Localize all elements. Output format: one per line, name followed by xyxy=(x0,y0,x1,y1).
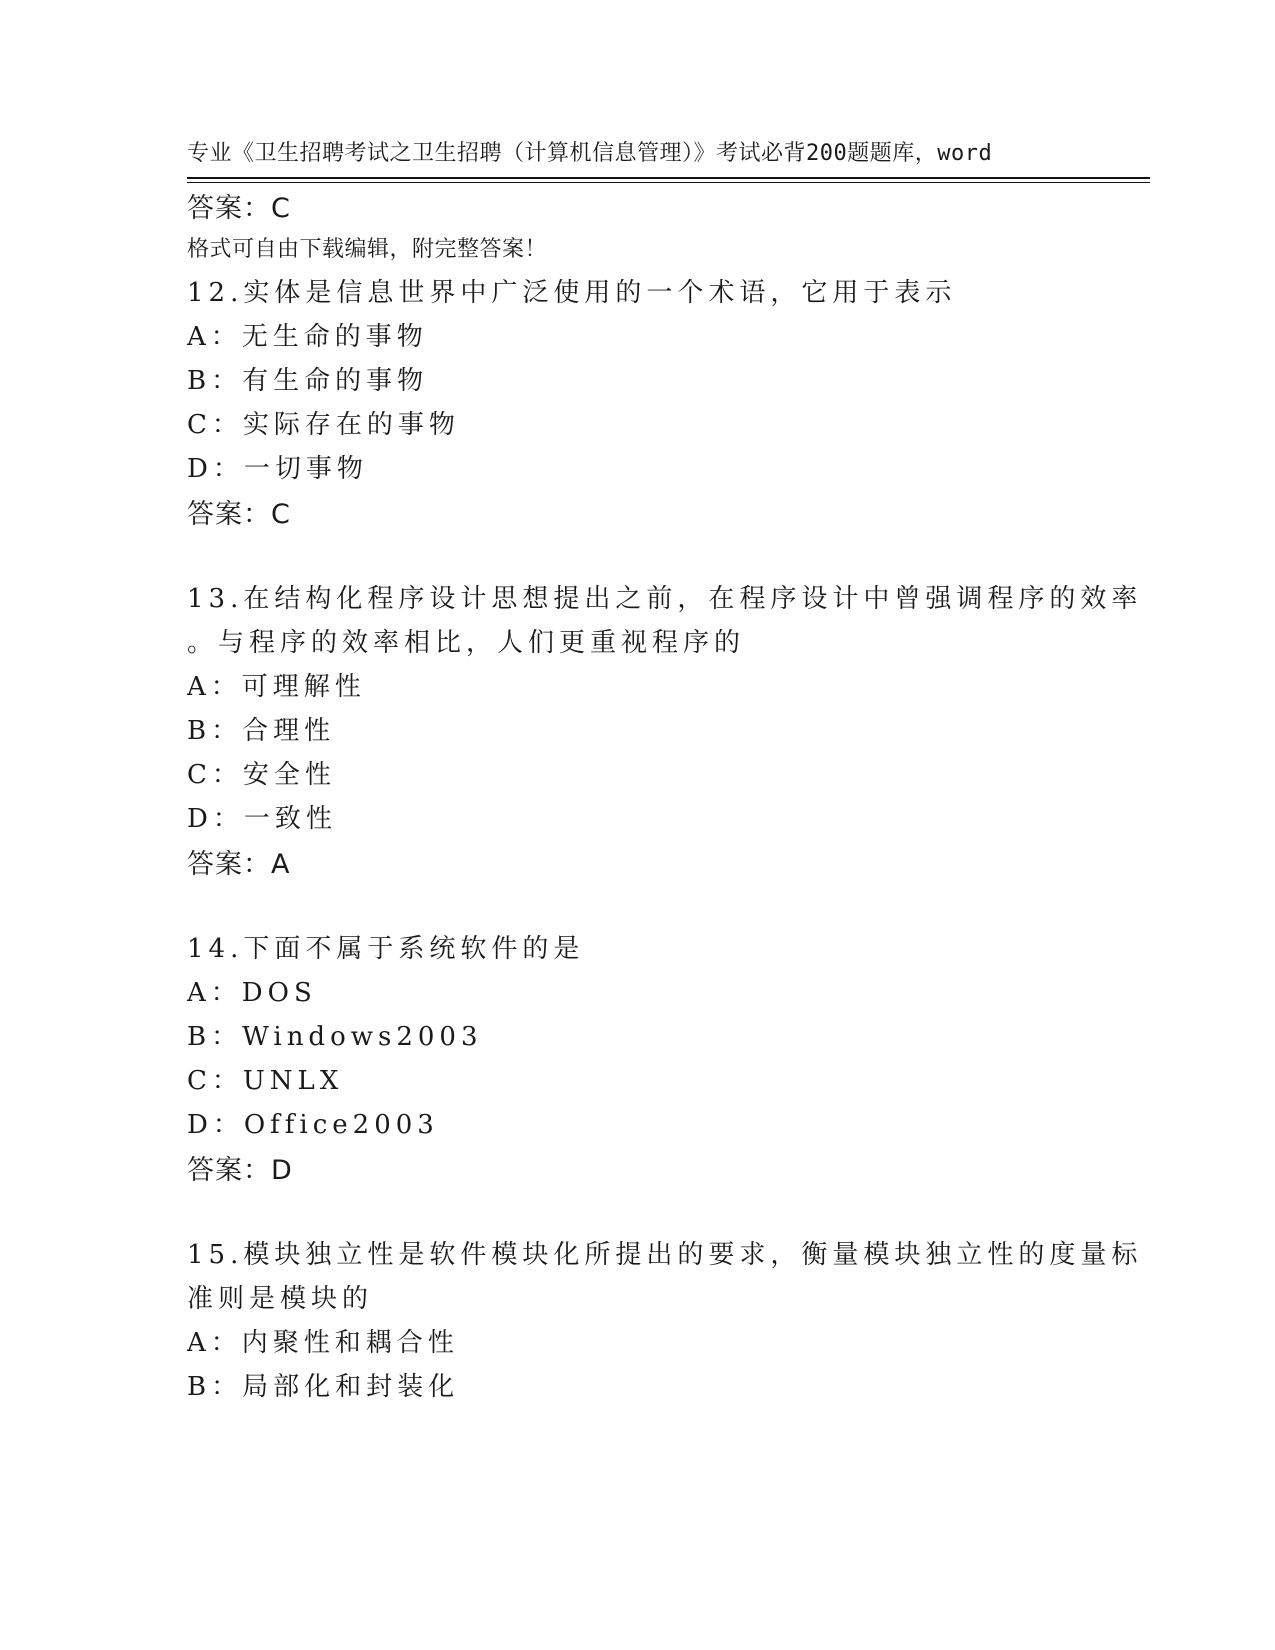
question-15-option-b: B：局部化和封装化 xyxy=(187,1372,460,1402)
question-12-option-b: B：有生命的事物 xyxy=(187,366,429,396)
question-14-answer: 答案：D xyxy=(187,1155,293,1186)
question-14-text: 14.下面不属于系统软件的是 xyxy=(187,934,585,964)
question-15-text-line-2: 准则是模块的 xyxy=(187,1284,374,1314)
question-13-text-line-2: 。与程序的效率相比，人们更重视程序的 xyxy=(187,628,746,658)
question-13-text-line-1: 13.在结构化程序设计思想提出之前，在程序设计中曾强调程序的效率 xyxy=(187,584,1143,614)
question-14-option-d: D：Office2003 xyxy=(187,1110,439,1140)
header-rule-thin xyxy=(187,182,1150,183)
question-14-option-c: C：UNLX xyxy=(187,1066,344,1096)
question-14-option-b: B：Windows2003 xyxy=(187,1022,483,1052)
question-13-option-d: D：一致性 xyxy=(187,804,337,834)
question-14-option-a: A：DOS xyxy=(187,978,317,1008)
question-13-option-b: B：合理性 xyxy=(187,716,336,746)
question-12-option-d: D：一切事物 xyxy=(187,454,368,484)
question-12-option-a: A：无生命的事物 xyxy=(187,322,428,352)
question-13-answer: 答案：A xyxy=(187,849,291,880)
question-15-text-line-1: 15.模块独立性是软件模块化所提出的要求，衡量模块独立性的度量标 xyxy=(187,1240,1143,1270)
question-12-option-c: C：实际存在的事物 xyxy=(187,410,460,440)
header-rule-thick xyxy=(187,177,1150,179)
question-13-option-c: C：安全性 xyxy=(187,760,336,790)
header-line-2: 格式可自由下载编辑，附完整答案！ xyxy=(187,237,548,262)
question-13-option-a: A：可理解性 xyxy=(187,672,366,702)
question-12-text: 12.实体是信息世界中广泛使用的一个术语，它用于表示 xyxy=(187,278,957,308)
question-15-option-a: A：内聚性和耦合性 xyxy=(187,1328,459,1358)
question-12-answer: 答案：C xyxy=(187,499,291,530)
previous-answer: 答案：C xyxy=(187,193,291,224)
header-line-1: 专业《卫生招聘考试之卫生招聘（计算机信息管理）》考试必背200题题库，word xyxy=(187,141,993,166)
